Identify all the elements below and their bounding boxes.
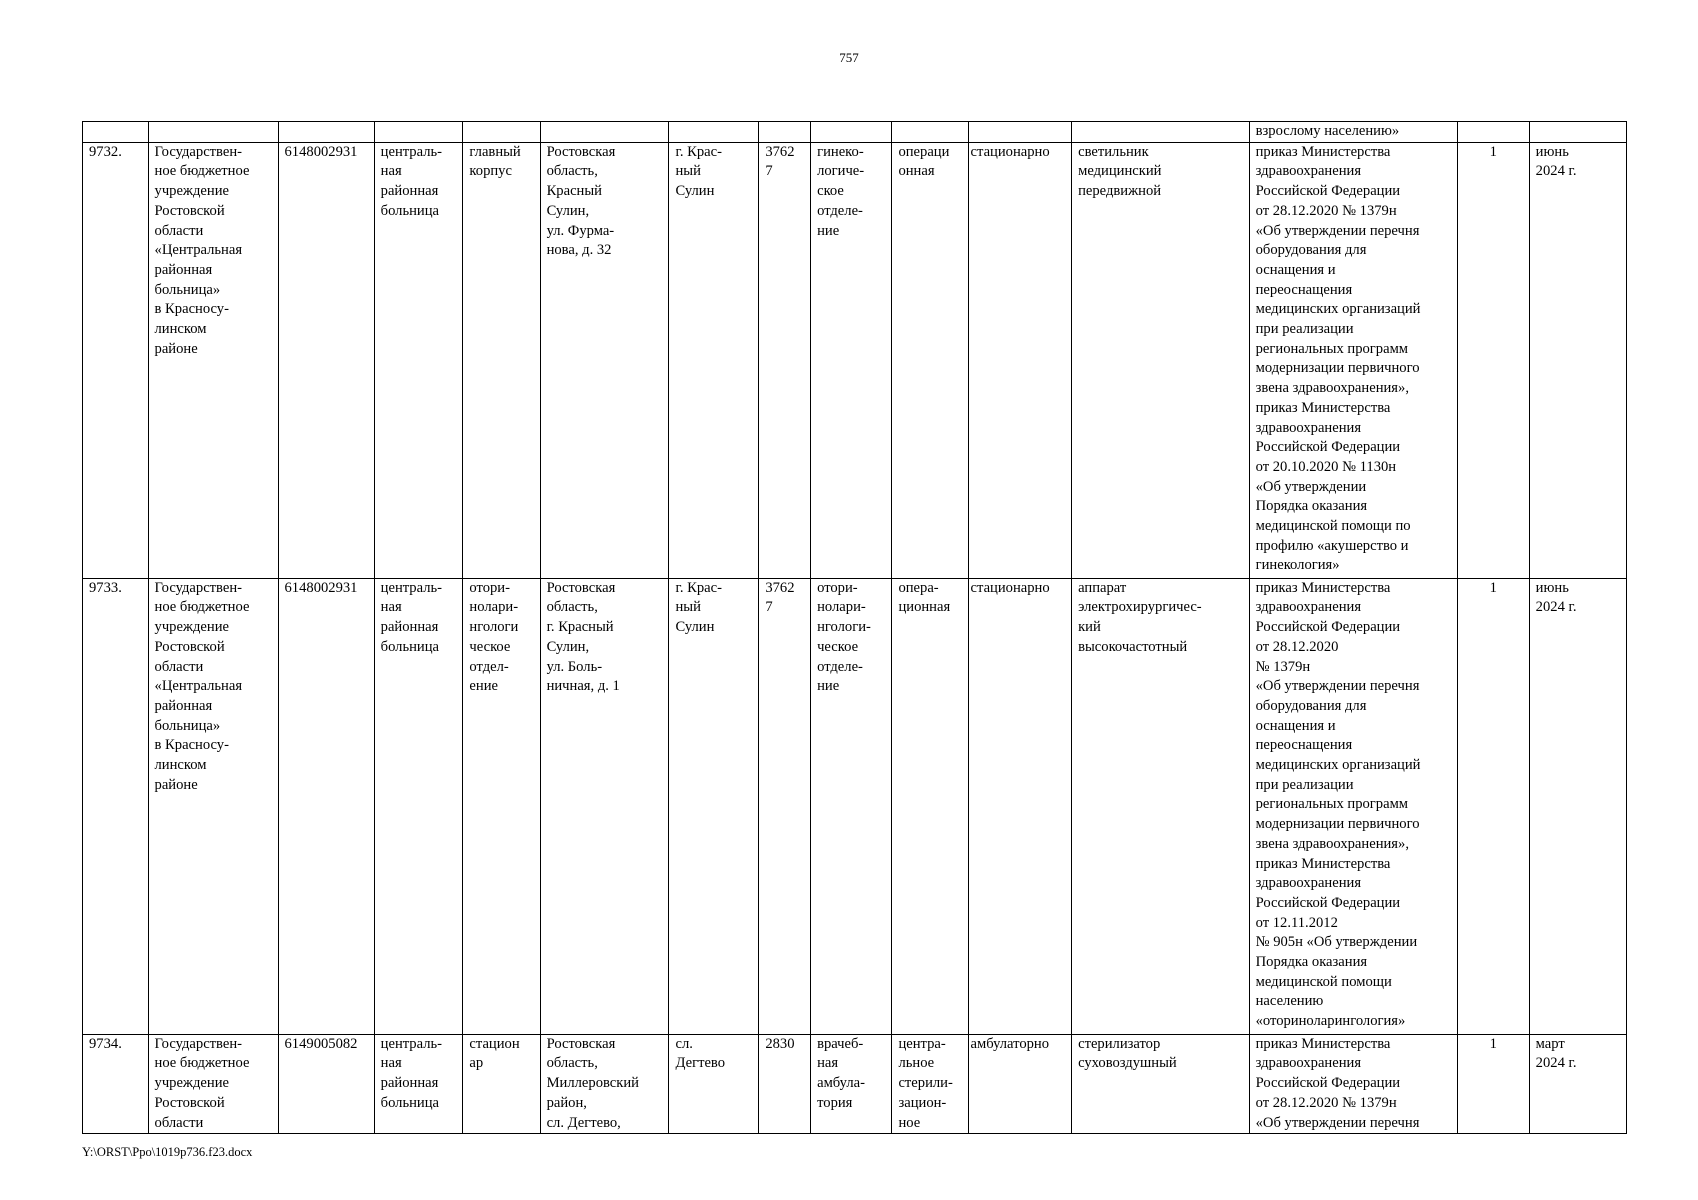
cell-department: отори- нолари- нгологи- ческое отделе- ние xyxy=(811,578,892,1034)
cell-num xyxy=(83,122,149,143)
cell-num: 9734. xyxy=(83,1034,149,1134)
cell-date: июнь 2024 г. xyxy=(1529,142,1626,578)
cell-condition: амбулаторно xyxy=(968,1034,1072,1134)
cell-code: 3762 7 xyxy=(759,142,811,578)
cell-address: Ростовская область, Миллеровский район, сл. Дегтево, xyxy=(540,1034,669,1134)
cell-locality: г. Крас- ный Сулин xyxy=(669,578,759,1034)
cell-inn: 6148002931 xyxy=(278,142,374,578)
cell-org: Государствен- ное бюджетное учреждение Ростовской области «Центральная районная больница» в Красносу- линском районе xyxy=(148,578,278,1034)
cell-date xyxy=(1529,122,1626,143)
cell-basis: взрослому населению» xyxy=(1249,122,1457,143)
cell-inn xyxy=(278,122,374,143)
cell-room: опера- ционная xyxy=(892,578,968,1034)
cell-code xyxy=(759,122,811,143)
cell-basis: приказ Министерства здравоохранения Российской Федерации от 28.12.2020 № 1379н «Об утверждении перечня оборудования для оснащения и переоснащения медицинских организаций при реализации региональных программ модернизации первичного звена здравоохранения», приказ Министерства здравоохранения Российской Федерации от 12.11.2012 № 905н «Об утверждении Порядка оказания медицинской помощи населению «оториноларингология» xyxy=(1249,578,1457,1034)
cell-building xyxy=(463,122,540,143)
cell-qty: 1 xyxy=(1457,1034,1529,1134)
cell-num: 9732. xyxy=(83,142,149,578)
cell-basis: приказ Министерства здравоохранения Российской Федерации от 28.12.2020 № 1379н «Об утверждении перечня xyxy=(1249,1034,1457,1134)
cell-room: центра- льное стерили- зацион- ное xyxy=(892,1034,968,1134)
cell-date: июнь 2024 г. xyxy=(1529,578,1626,1034)
cell-locality xyxy=(669,122,759,143)
cell-org: Государствен- ное бюджетное учреждение Ростовской области xyxy=(148,1034,278,1134)
cell-department xyxy=(811,122,892,143)
cell-room: операци онная xyxy=(892,142,968,578)
cell-org-type xyxy=(374,122,463,143)
cell-condition: стационарно xyxy=(968,142,1072,578)
cell-address: Ростовская область, г. Красный Сулин, ул. Боль- ничная, д. 1 xyxy=(540,578,669,1034)
cell-qty: 1 xyxy=(1457,142,1529,578)
cell-building: стацион ар xyxy=(463,1034,540,1134)
cell-num: 9733. xyxy=(83,578,149,1034)
cell-building: отори- нолари- нгологи ческое отдел- ение xyxy=(463,578,540,1034)
cell-locality: г. Крас- ный Сулин xyxy=(669,142,759,578)
cell-equipment: аппарат электрохирургичес- кий высокочастотный xyxy=(1072,578,1250,1034)
cell-department: врачеб- ная амбула- тория xyxy=(811,1034,892,1134)
cell-equipment xyxy=(1072,122,1250,143)
cell-org-type: централь- ная районная больница xyxy=(374,1034,463,1134)
cell-qty xyxy=(1457,122,1529,143)
cell-condition xyxy=(968,122,1072,143)
cell-equipment: светильник медицинский передвижной xyxy=(1072,142,1250,578)
cell-department: гинеко- логиче- ское отделе- ние xyxy=(811,142,892,578)
cell-org-type: централь- ная районная больница xyxy=(374,142,463,578)
cell-inn: 6149005082 xyxy=(278,1034,374,1134)
cell-equipment: стерилизатор суховоздушный xyxy=(1072,1034,1250,1134)
table-row-continuation xyxy=(83,122,1627,143)
equipment-table xyxy=(82,121,1627,1134)
cell-basis: приказ Министерства здравоохранения Российской Федерации от 28.12.2020 № 1379н «Об утверждении перечня оборудования для оснащения и переоснащения медицинских организаций при реализации региональных программ модернизации первичного звена здравоохранения», приказ Министерства здравоохранения Российской Федерации от 20.10.2020 № 1130н «Об утверждении Порядка оказания медицинской помощи по профилю «акушерство и гинекология» xyxy=(1249,142,1457,578)
table-row xyxy=(83,142,1627,578)
cell-building: главный корпус xyxy=(463,142,540,578)
cell-qty: 1 xyxy=(1457,578,1529,1034)
cell-date: март 2024 г. xyxy=(1529,1034,1626,1134)
cell-locality: сл. Дегтево xyxy=(669,1034,759,1134)
cell-address: Ростовская область, Красный Сулин, ул. Фурма- нова, д. 32 xyxy=(540,142,669,578)
table-row xyxy=(83,578,1627,1034)
cell-condition: стационарно xyxy=(968,578,1072,1034)
table-row xyxy=(83,1034,1627,1134)
page-number: 757 xyxy=(839,50,859,65)
footer-file-path: Y:\ORST\Ppo\1019p736.f23.docx xyxy=(82,1145,253,1159)
cell-room xyxy=(892,122,968,143)
cell-org: Государствен- ное бюджетное учреждение Ростовской области «Центральная районная больница» в Красносу- линском районе xyxy=(148,142,278,578)
cell-inn: 6148002931 xyxy=(278,578,374,1034)
cell-org-type: централь- ная районная больница xyxy=(374,578,463,1034)
cell-code: 3762 7 xyxy=(759,578,811,1034)
cell-org xyxy=(148,122,278,143)
cell-code: 2830 xyxy=(759,1034,811,1134)
cell-address xyxy=(540,122,669,143)
